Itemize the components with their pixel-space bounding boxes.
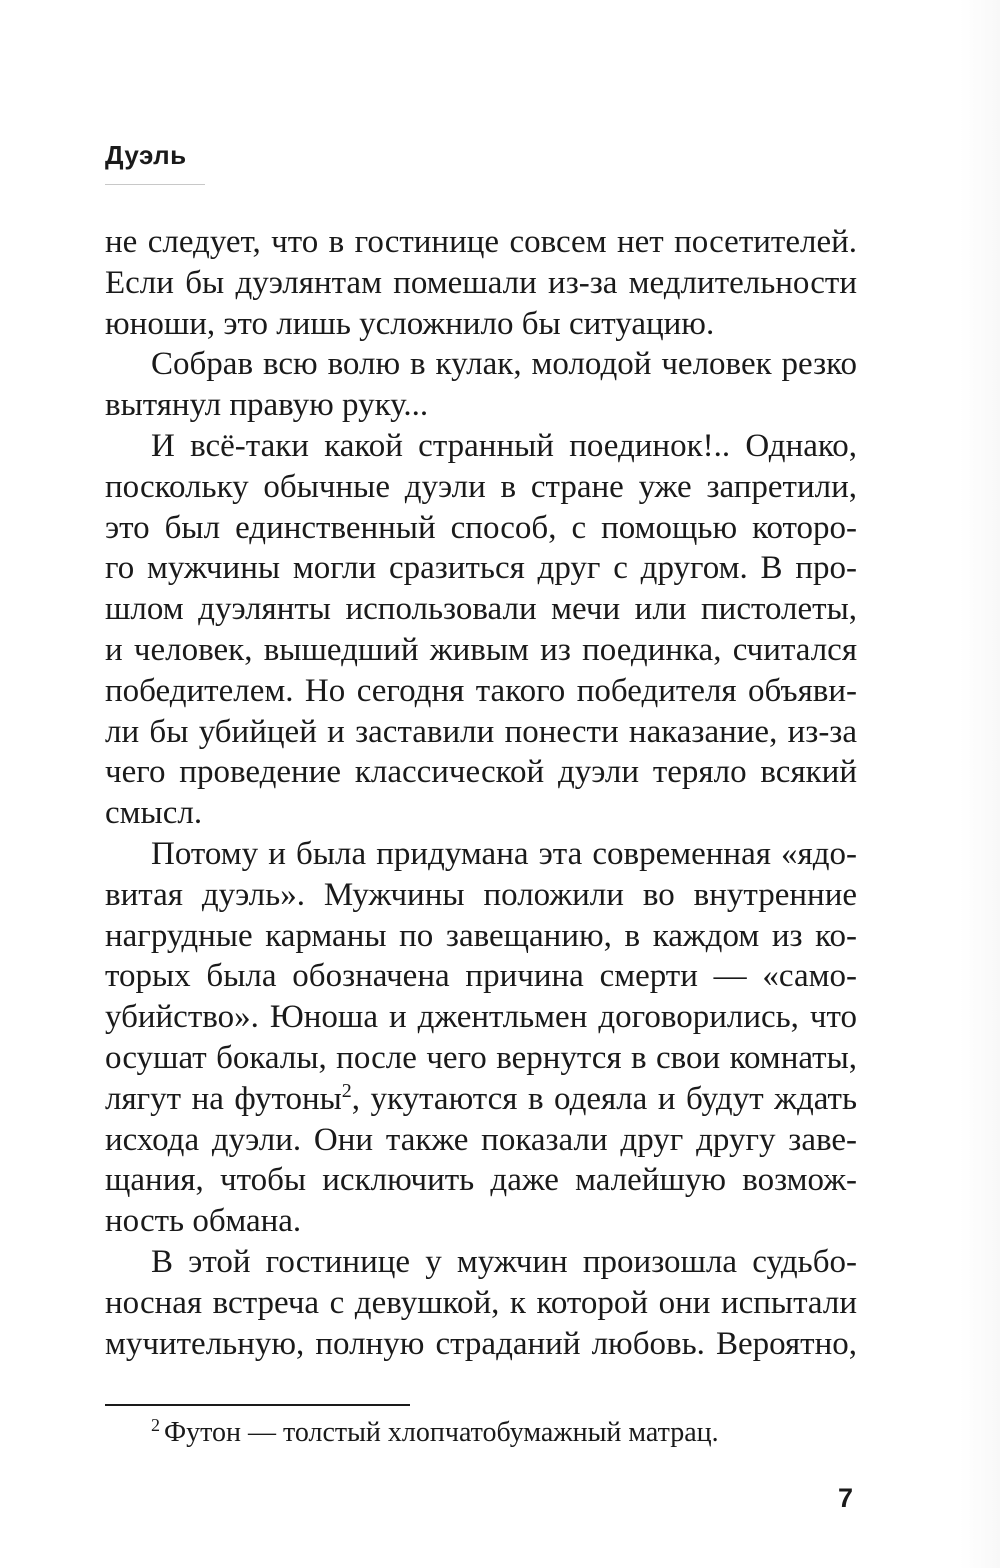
- text-line: и человек, вышедший живым из поединка, считался: [105, 631, 857, 668]
- text-line: витая дуэль». Мужчины положили во внутренние: [105, 876, 857, 913]
- text-line: юноши, это лишь усложнило бы ситуацию.: [105, 305, 715, 342]
- paragraph-3: [105, 426, 857, 834]
- running-head-rule: [105, 184, 205, 185]
- body-text: [105, 222, 857, 1364]
- text-line: В этой гостинице у мужчин произошла судьбо-: [151, 1243, 857, 1280]
- text-line: убийство». Юноша и джентльмен договорились, что: [105, 999, 857, 1036]
- paragraph-2: [105, 344, 857, 426]
- text-line: это был единственный способ, с помощью которо-: [105, 509, 857, 546]
- text-line: торых была обозначена причина смерти — «само-: [105, 958, 857, 995]
- text-segment: , укутаются в одеяла и будут ждать: [351, 1080, 857, 1117]
- text-line: го мужчины могли сразиться друг с другом. В про-: [105, 550, 857, 587]
- paragraph-4: [105, 834, 857, 1242]
- text-line: И всё-таки какой странный поединок!.. Однако,: [151, 427, 857, 464]
- text-line: Собрав всю волю в кулак, молодой человек резко: [151, 346, 857, 383]
- text-line: не следует, что в гостинице совсем нет посетителей.: [105, 224, 857, 260]
- footnote-mark: 2: [151, 1415, 160, 1435]
- text-line: смысл.: [105, 795, 203, 832]
- paragraph-1: [105, 222, 857, 344]
- footnote-divider: [105, 1404, 410, 1406]
- text-line: ность обмана.: [105, 1203, 302, 1240]
- text-line: Потому и была придумана эта современная «ядо-: [151, 835, 857, 872]
- text-line: ли бы убийцей и заставили понести наказание, из-за: [105, 713, 857, 750]
- text-line: шлом дуэлянты использовали мечи или пистолеты,: [105, 591, 857, 628]
- text-line: носная встреча с девушкой, к которой они испытали: [105, 1284, 857, 1321]
- text-line: исхода дуэли. Они также показали друг другу заве-: [105, 1121, 857, 1158]
- footnote: [151, 1416, 719, 1450]
- text-line: нагрудные карманы по завещанию, в каждом из ко-: [105, 917, 857, 954]
- text-line: поскольку обычные дуэли в стране уже запретили,: [105, 468, 857, 505]
- text-line: осушат бокалы, после чего вернутся в свои комнаты,: [105, 1039, 857, 1076]
- paragraph-5: [105, 1242, 857, 1364]
- page-edge-shading: [960, 0, 1000, 1568]
- text-line: победителем. Но сегодня такого победителя объяви-: [105, 672, 857, 709]
- page-number: 7: [838, 1483, 854, 1513]
- text-line: мучительную, полную страданий любовь. Вероятно,: [105, 1325, 857, 1362]
- text-line: вытянул правую руку...: [105, 387, 429, 424]
- running-head: Дуэль: [105, 140, 187, 170]
- footnote-text: Футон — толстый хлопчатобумажный матрац.: [164, 1417, 719, 1448]
- text-segment: лягут на футоны: [105, 1080, 342, 1117]
- footnote-reference[interactable]: 2: [341, 1079, 352, 1102]
- text-line: Если бы дуэлянтам помешали из-за медлительности: [105, 264, 857, 301]
- text-line-with-footnote: [105, 1079, 857, 1120]
- text-line: щания, чтобы исключить даже малейшую возмож-: [105, 1162, 857, 1199]
- text-line: чего проведение классической дуэли теряло всякий: [105, 754, 857, 791]
